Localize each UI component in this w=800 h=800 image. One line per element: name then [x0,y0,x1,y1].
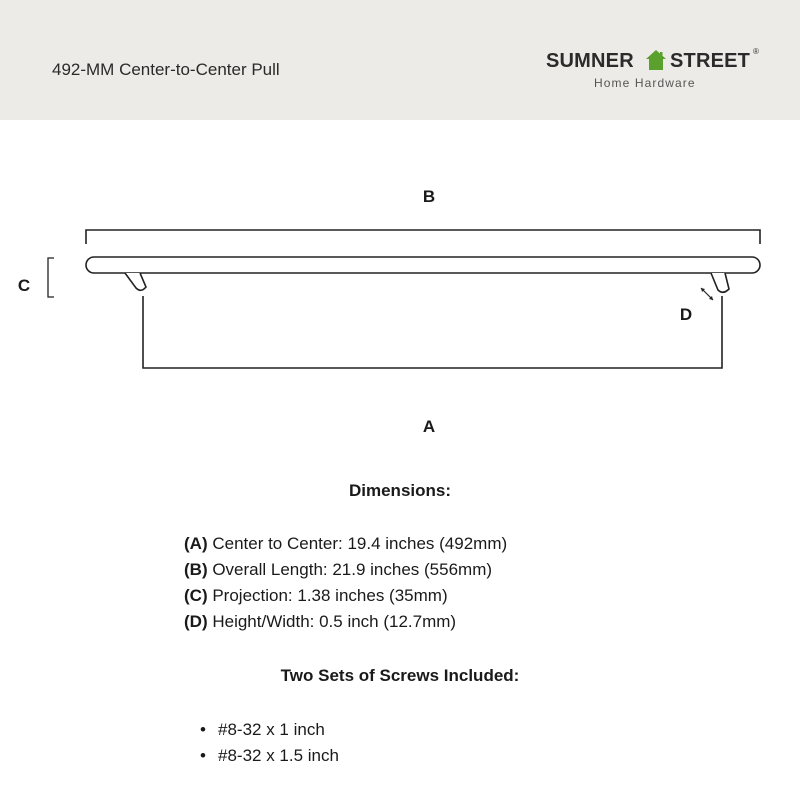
dimensions-heading: Dimensions: [348,481,452,500]
logo-word-street: STREET [670,50,751,72]
logo-tagline: Home Hardware [594,76,696,90]
product-title: 492-MM Center-to-Center Pull [52,60,280,79]
dimension-key: (B) [184,560,208,579]
dimension-key: (A) [184,534,208,553]
pull-bar [86,257,760,273]
header-banner [0,0,800,120]
dimension-item [184,609,507,635]
screws-list [200,717,339,769]
dimension-label-d: D [679,305,693,324]
house-icon [645,49,667,71]
dimension-label-a: A [422,417,436,436]
pull-left-leg [125,273,146,290]
pull-right-leg [711,273,729,292]
screws-heading: Two Sets of Screws Included: [280,666,520,685]
dimension-item [184,583,507,609]
screw-item: • #8-32 x 1 inch [200,717,339,743]
dimension-text: Center to Center: 19.4 inches (492mm) [207,534,508,553]
dimension-item [184,557,507,583]
dimension-text: Height/Width: 0.5 inch (12.7mm) [207,612,457,631]
dimension-label-c: C [17,276,31,295]
dimension-text: Overall Length: 21.9 inches (556mm) [207,560,493,579]
dimension-item [184,531,507,557]
dimension-text: Projection: 1.38 inches (35mm) [207,586,448,605]
dimension-a-bracket [143,296,722,368]
screw-item: • #8-32 x 1.5 inch [200,743,339,769]
pull-dimension-diagram [0,120,800,450]
dimension-key: (C) [184,586,208,605]
dimension-b-bracket [86,230,760,244]
dimension-label-b: B [422,187,436,206]
dimensions-list [184,531,507,635]
registered-mark: ® [753,47,760,56]
logo-word-sumner: SUMNER [546,50,634,72]
brand-logo [546,47,766,95]
dimension-c-bracket [48,258,54,297]
dimension-key: (D) [184,612,208,631]
